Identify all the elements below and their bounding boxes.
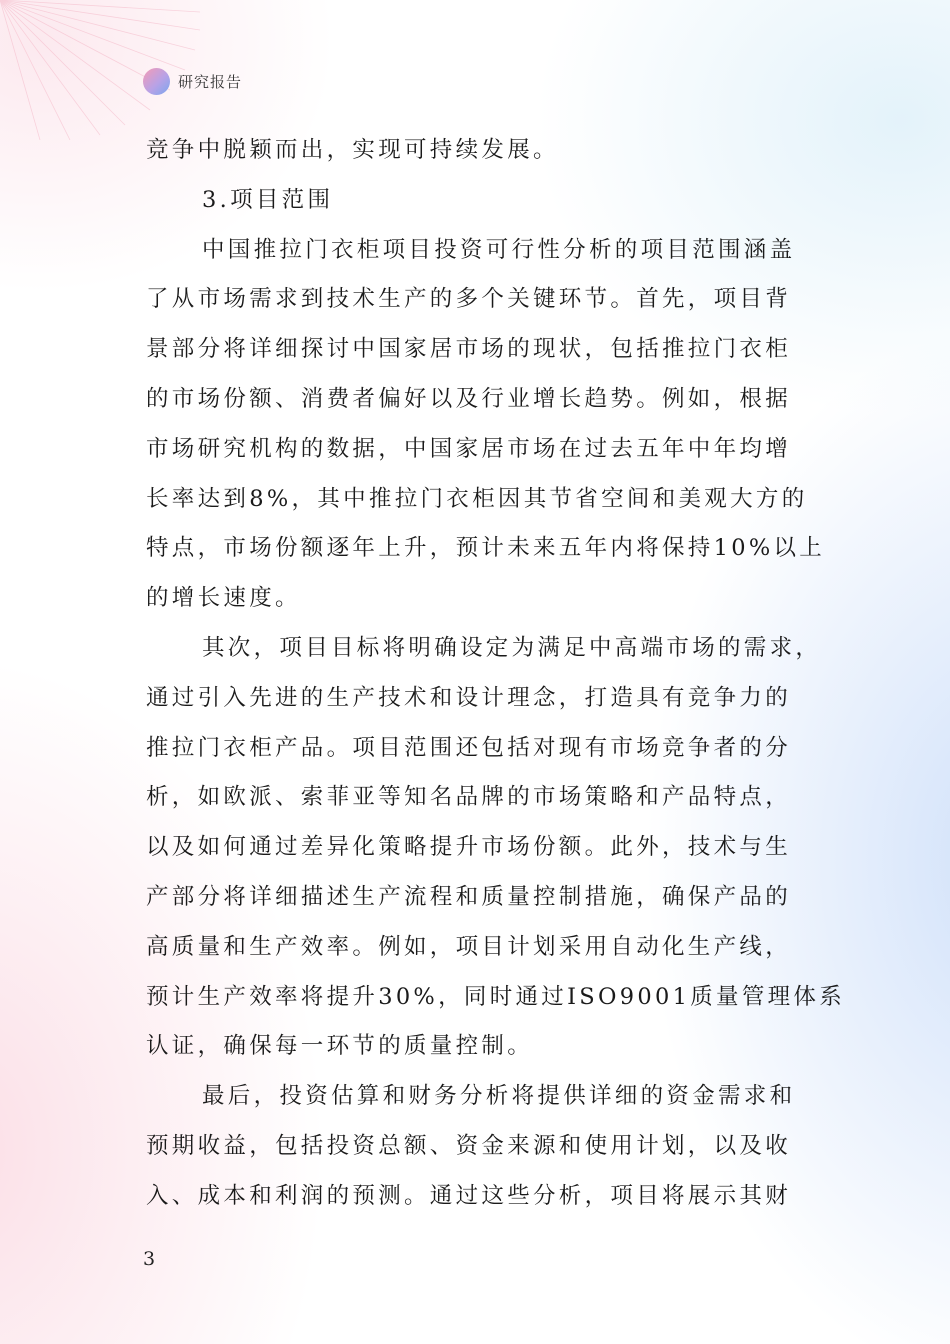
text-line: 的增长速度。 [146,585,301,612]
text-line: 景部分将详细探讨中国家居市场的现状，包括推拉门衣柜 [146,336,792,363]
text-line: 长率达到8%，其中推拉门衣柜因其节省空间和美观大方的 [146,485,808,512]
text-line: 预计生产效率将提升30%，同时通过ISO9001质量管理体系 [146,983,846,1010]
text-line: 入、成本和利润的预测。通过这些分析，项目将展示其财 [146,1182,792,1209]
text-line: 高质量和生产效率。例如，项目计划采用自动化生产线， [146,933,792,960]
text-line: 析，如欧派、索菲亚等知名品牌的市场策略和产品特点， [146,784,792,811]
text-line: 认证，确保每一环节的质量控制。 [146,1033,534,1060]
text-line: 市场研究机构的数据，中国家居市场在过去五年中年均增 [146,435,792,462]
report-header [143,66,242,96]
header-title: 研究报告 [178,72,243,91]
text-line: 中国推拉门衣柜项目投资可行性分析的项目范围涵盖 [202,236,796,263]
text-line: 特点，市场份额逐年上升，预计未来五年内将保持10%以上 [146,535,826,562]
text-line: 产部分将详细描述生产流程和质量控制措施，确保产品的 [146,883,792,910]
text-line: 了从市场需求到技术生产的多个关键环节。首先，项目背 [146,286,792,313]
logo-circle-icon [143,68,170,95]
text-line: 的市场份额、消费者偏好以及行业增长趋势。例如，根据 [146,385,792,412]
text-line: 预期收益，包括投资总额、资金来源和使用计划，以及收 [146,1132,792,1159]
text-line: 通过引入先进的生产技术和设计理念，打造具有竞争力的 [146,684,792,711]
document-body [146,126,846,1222]
section-heading: 3.项目范围 [202,186,334,213]
text-line: 竞争中脱颖而出，实现可持续发展。 [146,137,559,163]
text-line: 最后，投资估算和财务分析将提供详细的资金需求和 [202,1083,796,1110]
text-line: 推拉门衣柜产品。项目范围还包括对现有市场竞争者的分 [146,734,792,761]
text-line: 以及如何通过差异化策略提升市场份额。此外，技术与生 [146,834,792,861]
page-number: 3 [143,1248,156,1270]
text-line: 其次，项目目标将明确设定为满足中高端市场的需求， [202,634,822,661]
